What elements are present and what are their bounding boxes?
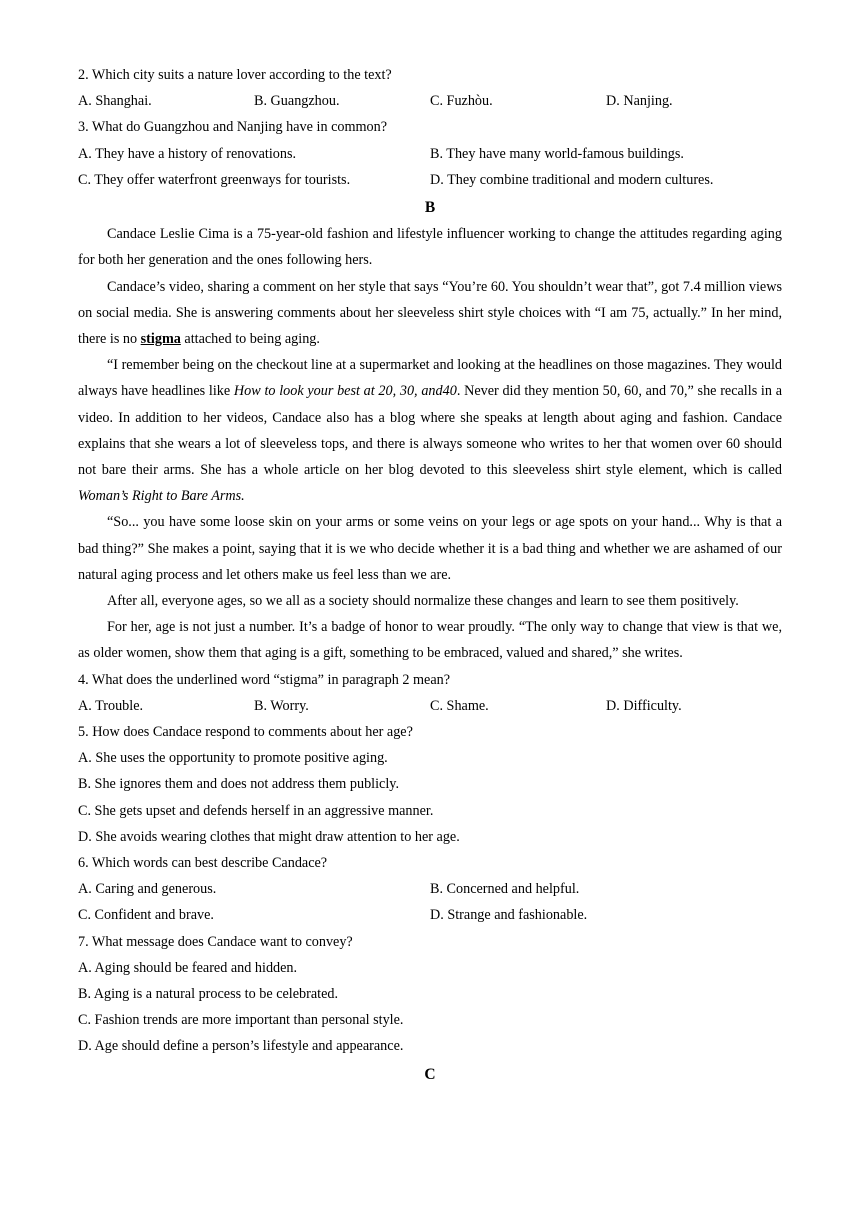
option-b: B. Concerned and helpful. — [430, 881, 580, 898]
passage-paragraph-4: “So... you have some loose skin on your arms or some veins on your legs or age spots on your hand... Why is that a bad thing?” She makes a point, saying that it is we who decide whether it is a bad thing and whether we are ashamed of our natural aging process and let others make us feel less than we are. — [78, 514, 782, 583]
question-2-options — [78, 88, 782, 114]
option-d: D. Age should define a person’s lifestyle and appearance. — [78, 1038, 404, 1055]
exam-page — [78, 62, 782, 1088]
passage-paragraph-5: After all, everyone ages, so we all as a society should normalize these changes and learn to see them positively. — [107, 593, 739, 609]
option-a: A. Aging should be feared and hidden. — [78, 959, 298, 976]
question-7: 7. What message does Candace want to convey? — [78, 933, 353, 950]
option-b: B. They have many world-famous buildings. — [430, 145, 684, 162]
paragraph-text: “I remember being on the checkout line at a supermarket and looking at the headlines on those magazines. They would always have headlines like — [78, 357, 783, 400]
question-5: 5. How does Candace respond to comments about her age? — [78, 724, 413, 740]
underlined-word: stigma — [140, 330, 181, 347]
paragraph-text: Candace’s video, sharing a comment on her style that says “You’re 60. You shouldn’t wear that”, got 7.4 million views on social media. She is answering comments about her sleeveless shirt style choices with “I am 75, actually.” In her mind, there is no — [78, 278, 782, 347]
question-6: 6. Which words can best describe Candace? — [78, 855, 328, 872]
option-c: C. Shame. — [430, 697, 489, 714]
italic-title: Woman’s Right to Bare Arms. — [78, 488, 245, 505]
option-c: C. Fuzhòu. — [430, 93, 493, 110]
italic-title: How to look your best at 20, 30, and40 — [233, 383, 457, 400]
question-3: 3. What do Guangzhou and Nanjing have in common? — [78, 119, 388, 136]
question-4: 4. What does the underlined word “stigma” in paragraph 2 mean? — [78, 671, 451, 688]
section-heading-c: C — [424, 1065, 436, 1083]
option-b: B. Worry. — [254, 697, 309, 714]
question-6-options-row-2 — [78, 902, 782, 928]
option-c: C. She gets upset and defends herself in an aggressive manner. — [78, 802, 434, 819]
option-b: B. Aging is a natural process to be celebrated. — [78, 986, 339, 1002]
passage-paragraph-1: Candace Leslie Cima is a 75-year-old fashion and lifestyle influencer working to change the attitudes regarding aging for both her generation and the ones following hers. — [78, 226, 782, 269]
passage-paragraph-6: For her, age is not just a number. It’s a badge of honor to wear proudly. “The only way to change that view is that we, as older women, show them that aging is a gift, something to be embraced, valued and shared,” she writes. — [78, 619, 782, 662]
question-6-options-row-1 — [78, 876, 782, 902]
option-b: B. She ignores them and does not address them publicly. — [78, 776, 400, 793]
question-3-options-row-1 — [78, 141, 782, 167]
option-d: D. She avoids wearing clothes that might draw attention to her age. — [78, 828, 460, 845]
paragraph-text: attached to being aging. — [180, 330, 320, 347]
option-a: A. They have a history of renovations. — [78, 145, 297, 162]
option-d: D. Nanjing. — [606, 93, 673, 110]
option-c: C. Fashion trends are more important than personal style. — [78, 1012, 404, 1029]
paragraph-text: . Never did they mention 50, 60, and 70,” she recalls in a video. In addition to her videos, Candace also has a blog where she speaks at length about aging and fashion. Candace explains that she wears a lot of sleeveless tops, and there is always someone who writes to her that women over 60 should not bare their arms. She has a whole article on her blog devoted to this sleeveless shirt style element, which is called — [78, 383, 782, 478]
section-heading-b: B — [424, 198, 436, 216]
option-d: D. Difficulty. — [606, 697, 682, 714]
passage-paragraph-3 — [78, 352, 782, 509]
option-a: A. She uses the opportunity to promote positive aging. — [78, 750, 388, 767]
option-a: A. Trouble. — [78, 697, 144, 714]
question-3-options-row-2 — [78, 167, 782, 193]
question-2: 2. Which city suits a nature lover according to the text? — [78, 67, 392, 83]
option-a: A. Caring and generous. — [78, 881, 217, 898]
option-c: C. They offer waterfront greenways for tourists. — [78, 171, 351, 188]
passage-paragraph-2 — [78, 274, 782, 353]
option-d: D. They combine traditional and modern cultures. — [430, 171, 714, 188]
option-c: C. Confident and brave. — [78, 907, 214, 924]
option-a: A. Shanghai. — [78, 93, 152, 110]
option-d: D. Strange and fashionable. — [430, 907, 588, 924]
question-4-options — [78, 693, 782, 719]
option-b: B. Guangzhou. — [254, 93, 340, 110]
